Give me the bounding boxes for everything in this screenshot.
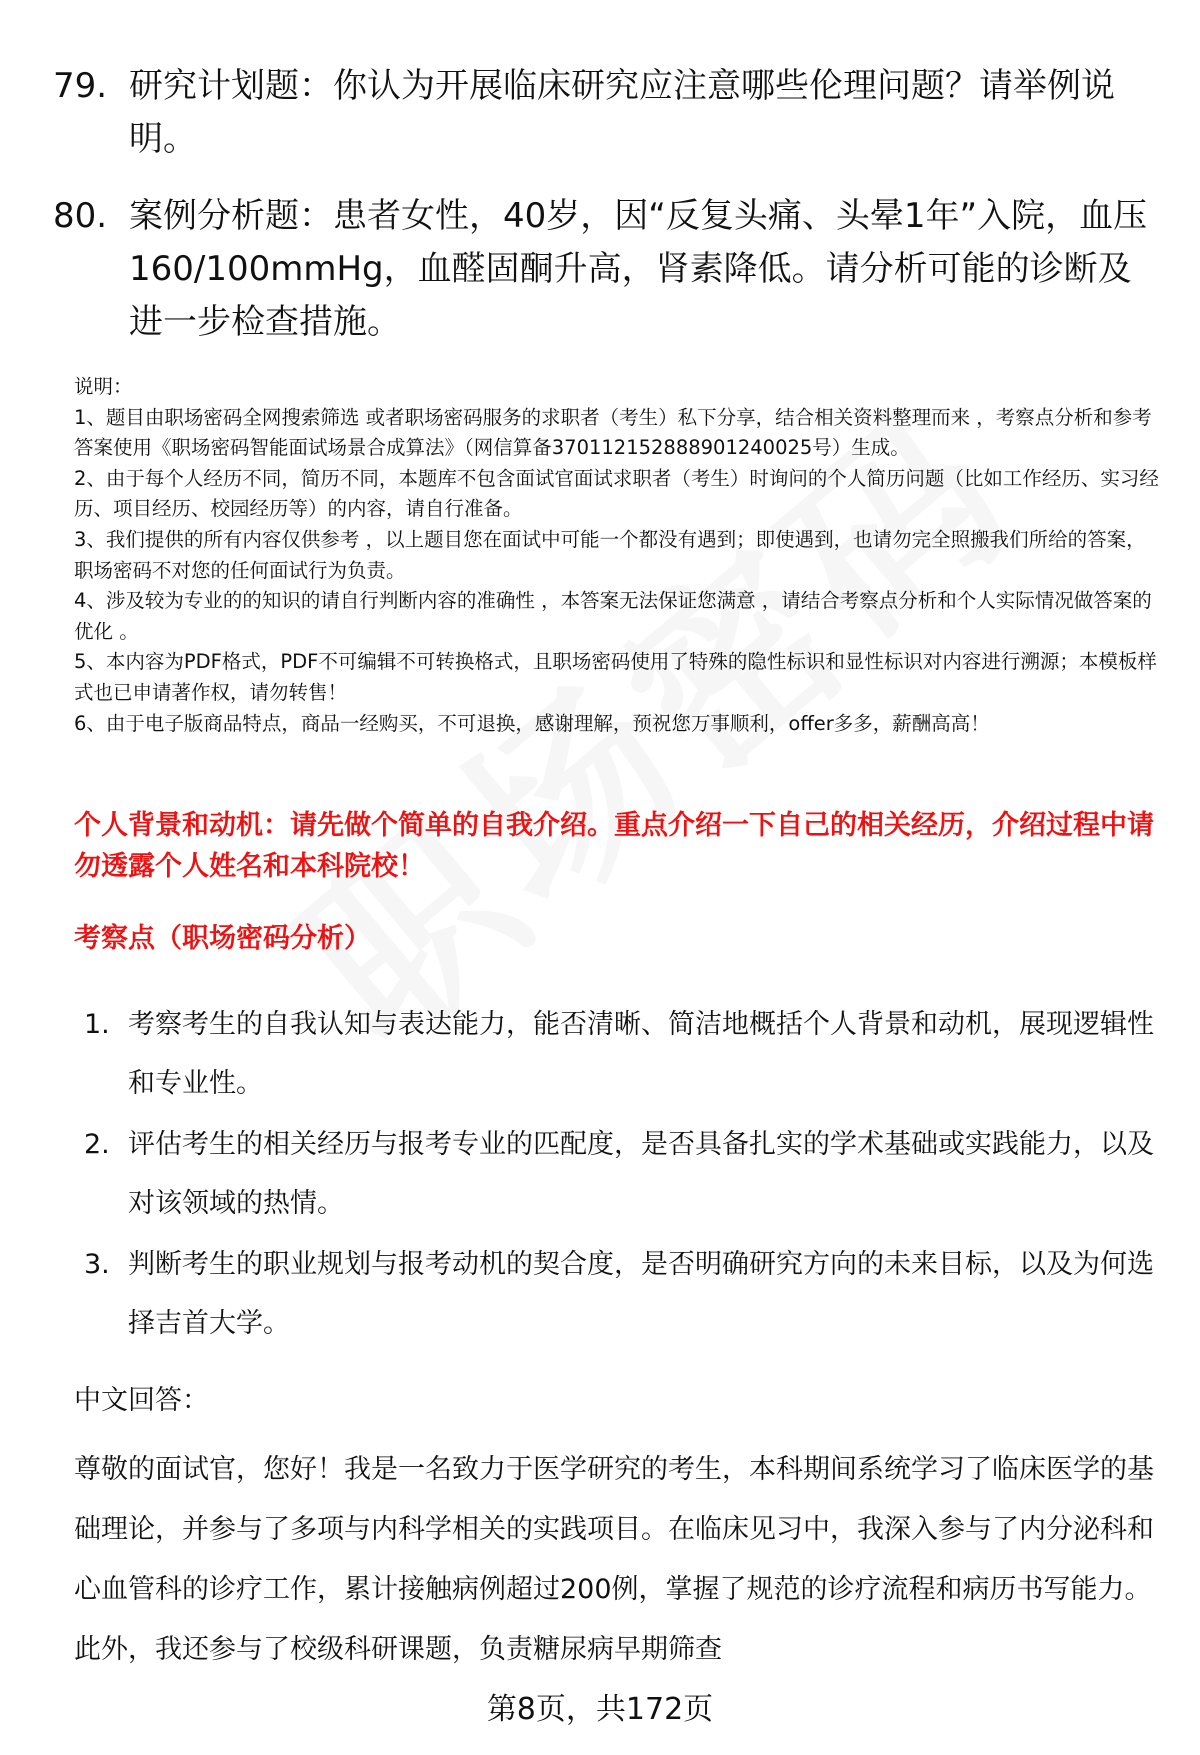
point-number: 1. (84, 1009, 110, 1040)
intro-heading: 个人背景和动机：请先做个简单的自我介绍。重点介绍一下自己的相关经历，介绍过程中请勿透露个人姓名和本科院校！ (74, 810, 1154, 882)
note-item: 5、本内容为PDF格式，PDF不可编辑不可转换格式，且职场密码使用了特殊的隐性标识和显性标识对内容进行溯源；本模板样式也已申请著作权，请勿转售！ (74, 650, 1157, 704)
note-item: 6、由于电子版商品特点，商品一经购买，不可退换，感谢理解，预祝您万事顺利，offer多多，薪酬高高！ (74, 711, 990, 735)
analysis-point (74, 1115, 1164, 1233)
question-number: 79. (53, 66, 108, 106)
analysis-point (74, 995, 1164, 1113)
point-text: 评估考生的相关经历与报考专业的匹配度，是否具备扎实的学术基础或实践能力，以及对该领域的热情。 (128, 1129, 1154, 1219)
point-number: 2. (84, 1129, 110, 1160)
note-item: 1、题目由职场密码全网搜索筛选 或者职场密码服务的求职者（考生）私下分享，结合相关资料整理而来 ，考察点分析和参考答案使用《职场密码智能面试场景合成算法》（网信算备370112152888901240025号）生成。 (74, 405, 1152, 460)
notes-title: 说明： (74, 375, 133, 398)
note-item: 3、我们提供的所有内容仅供参考 ，以上题目您在面试中可能一个都没有遇到；即使遇到，也请勿完全照搬我们所给的答案，职场密码不对您的任何面试行为负责。 (74, 527, 1146, 582)
analysis-point (74, 1235, 1164, 1353)
page-footer: 第8页，共172页 (486, 1692, 714, 1727)
note-item: 2、由于每个人经历不同，简历不同，本题库不包含面试官面试求职者（考生）时询问的个人简历问题（比如工作经历、实习经历、项目经历、校园经历等）的内容，请自行准备。 (74, 466, 1159, 521)
question-number: 80. (53, 196, 108, 236)
point-text: 判断考生的职业规划与报考动机的契合度，是否明确研究方向的未来目标，以及为何选择吉首大学。 (128, 1249, 1154, 1339)
question-text: 案例分析题：患者女性，40岁，因“反复头痛、头晕1年”入院，血压160/100mmHg，血醛固酮升高，肾素降低。请分析可能的诊断及进一步检查措施。 (129, 196, 1148, 342)
question-text: 研究计划题：你认为开展临床研究应注意哪些伦理问题？请举例说明。 (129, 66, 1115, 159)
analysis-points (74, 995, 1164, 1355)
point-text: 考察考生的自我认知与表达能力，能否清晰、简洁地概括个人背景和动机，展现逻辑性和专业性。 (128, 1009, 1154, 1099)
answer-label: 中文回答： (74, 1385, 209, 1416)
point-number: 3. (84, 1249, 110, 1280)
analysis-heading: 考察点（职场密码分析） (74, 923, 371, 954)
notes-section (74, 372, 1164, 739)
answer-text: 尊敬的面试官，您好！我是一名致力于医学研究的考生，本科期间系统学习了临床医学的基础理论，并参与了多项与内科学相关的实践项目。在临床见习中，我深入参与了内分泌科和心血管科的诊疗工作，累计接触病例超过200例，掌握了规范的诊疗流程和病历书写能力。此外，我还参与了校级科研课题，负责糖尿病早期筛查 (74, 1454, 1154, 1665)
note-item: 4、涉及较为专业的的知识的请自行判断内容的准确性 ，本答案无法保证您满意 ，请结合考察点分析和个人实际情况做答案的优化 。 (74, 589, 1152, 643)
